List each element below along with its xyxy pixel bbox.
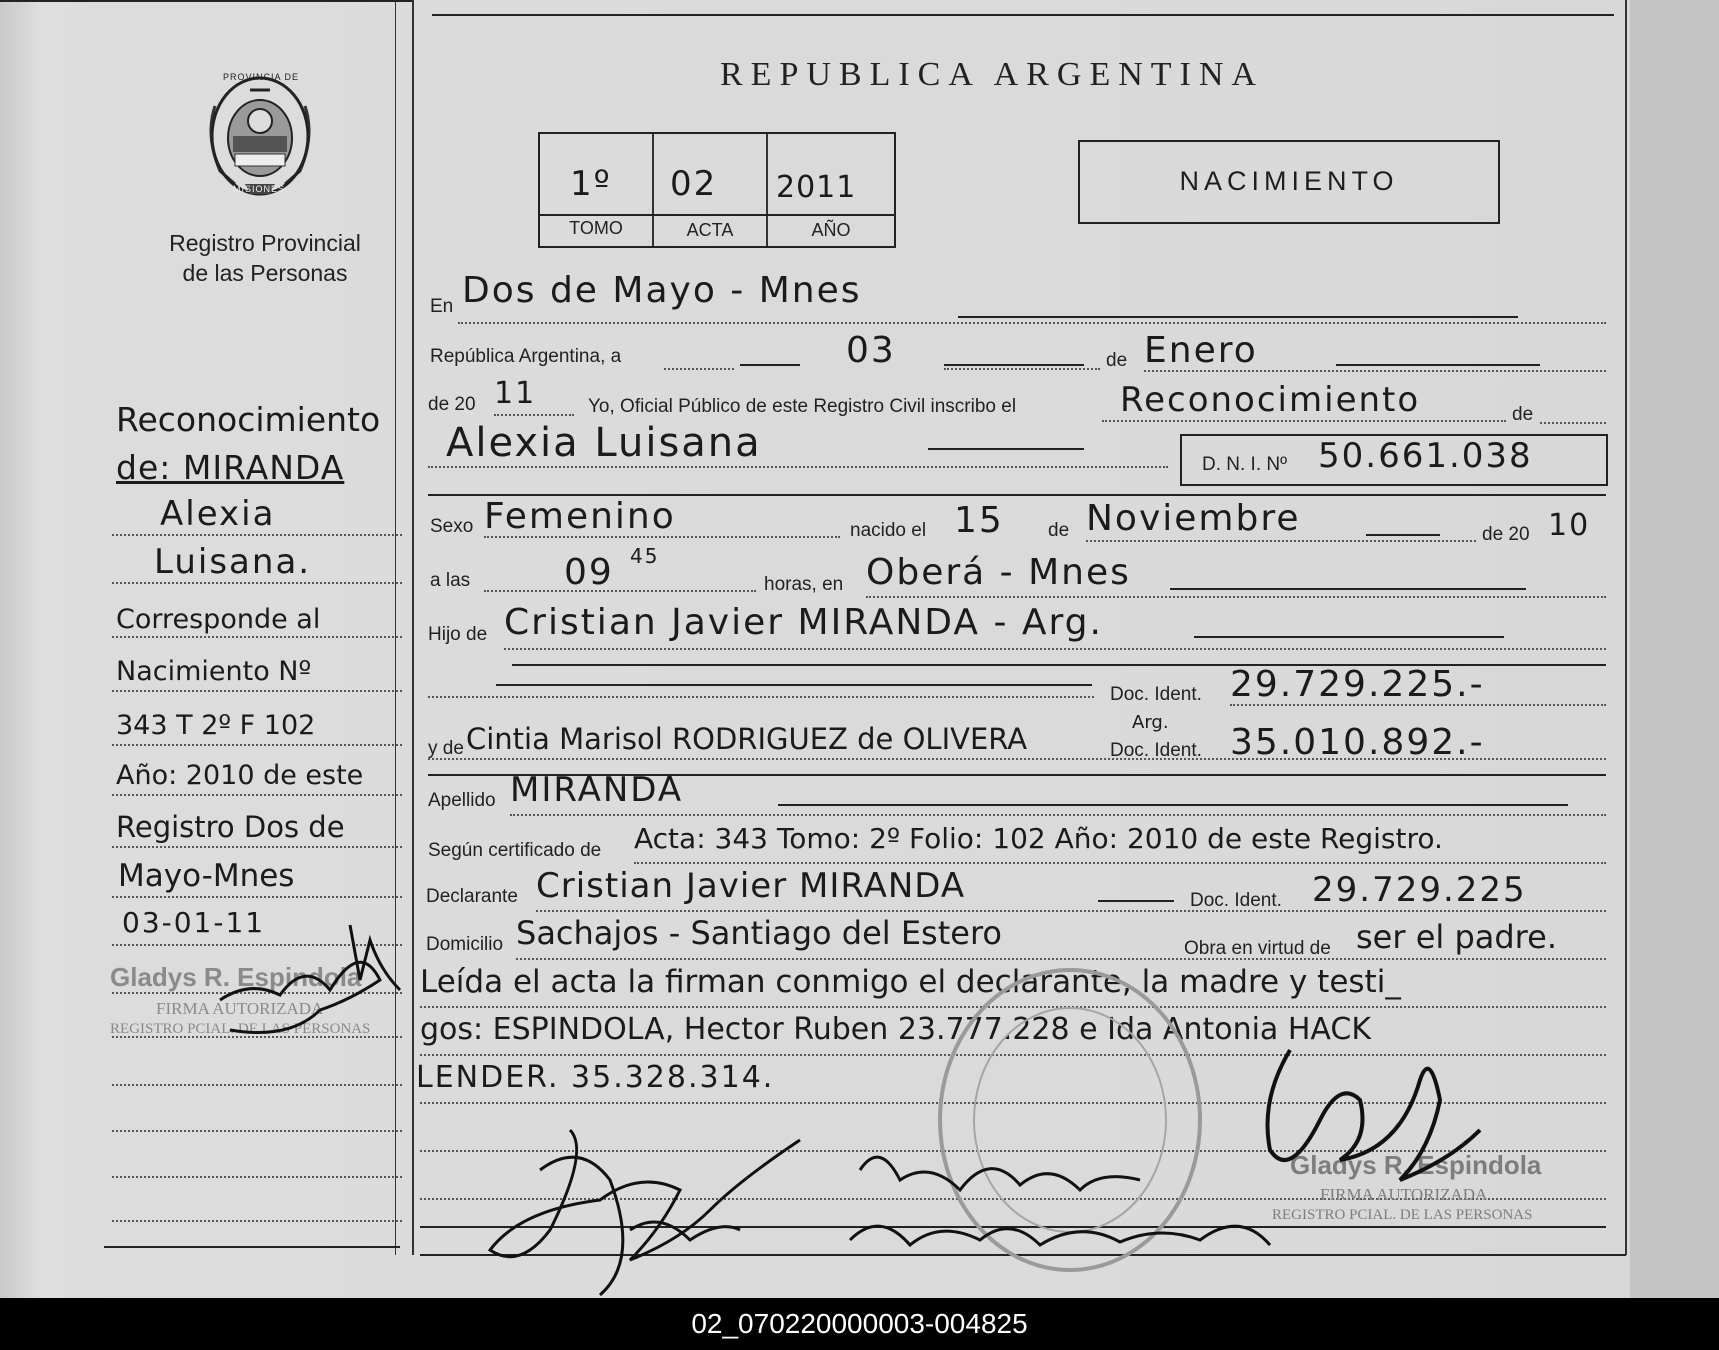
tomo-label: TOMO [569,218,623,238]
left-signature [210,920,410,1050]
father-value: Cristian Javier MIRANDA - Arg. [504,602,1103,643]
dni-value: 50.661.038 [1318,436,1533,476]
en-label: En [430,296,454,317]
fill-rule [928,448,1084,450]
margin-note-8: Año: 2010 de este [116,760,364,791]
column-divider [412,0,414,1255]
dotted-line [458,322,1606,324]
fill-rule [958,316,1518,318]
mother-doc: 35.010.892.- [1230,722,1485,763]
a-las-label: a las [430,570,471,591]
fill-rule [1366,534,1440,536]
top-rule [432,14,1614,16]
dotted-line [428,466,1168,468]
fill-rule [1098,900,1174,902]
day-value: 03 [846,330,896,371]
margin-note-4: Luisana. [154,542,312,582]
left-stamp-title: FIRMA AUTORIZADA [156,999,324,1018]
anio-value: 2011 [776,170,857,205]
right-border [1625,0,1627,1255]
month-value: Enero [1144,330,1258,371]
father-doc: 29.729.225.- [1230,664,1485,705]
margin-note-9: Registro Dos de [116,810,345,844]
y-de-label: y de [428,738,464,759]
republica-label: República Argentina, a [430,346,622,367]
apellido-value: MIRANDA [510,770,684,810]
segun-value: Acta: 343 Tomo: 2º Folio: 102 Año: 2010 de este Registro. [634,822,1443,855]
birth-day: 15 [954,500,1004,541]
dotted-line [484,590,756,592]
acta-value: 02 [670,164,718,204]
dotted-line [866,596,1606,598]
domicilio-label: Domicilio [426,934,504,955]
image-caption: 02_070220000003-004825 [0,1298,1719,1350]
hour-value: 09 [564,552,614,593]
registry-name [110,228,420,288]
dotted-line [112,636,402,638]
dotted-line [536,910,1606,912]
birth-de-label: de [1048,520,1070,541]
oficial-text: Yo, Oficial Público de este Registro Civil inscribo el [588,396,1017,417]
dotted-line [112,896,402,898]
dotted-line [112,534,402,536]
margin-note-7: 343 T 2º F 102 [116,710,316,741]
dotted-line [112,1220,402,1222]
record-box [538,132,896,248]
doc-ident-label-2: Doc. Ident. [1110,740,1202,761]
official-signature [1250,1040,1500,1200]
dotted-line [112,582,402,584]
nacido-label: nacido el [850,520,927,541]
sexo-value: Femenino [484,496,676,537]
fill-rule [1336,364,1540,366]
fill-rule [1170,588,1526,590]
dotted-line [112,1084,402,1086]
margin-note-3: Alexia [160,494,276,534]
margin-note-5: Corresponde al [116,604,321,635]
doc-ident-label-1: Doc. Ident. [1110,684,1202,705]
fill-rule [740,364,800,366]
sexo-label: Sexo [430,516,474,537]
name-value: Alexia Luisana [446,420,762,466]
right-stamp-title: FIRMA AUTORIZADA [1320,1185,1488,1204]
year-prefix-label: de 20 [428,394,476,415]
act-type-box [1078,140,1500,224]
dotted-line [494,414,574,416]
dotted-line [428,696,1094,698]
dotted-line [112,794,402,796]
dotted-line [504,648,1606,650]
registry-line-1: Registro Provincial [169,230,361,256]
horas-label: horas, en [764,574,844,595]
margin-note-2: de: MIRANDA [116,448,345,487]
fill-rule [778,804,1568,806]
mother-nationality: Arg. [1132,712,1169,733]
birth-month: Noviembre [1086,498,1301,539]
declarante-label: Declarante [426,886,518,907]
dotted-line [112,744,402,746]
acta-label: ACTA [686,220,734,240]
de-label-2: de [1512,404,1534,425]
fill-rule [496,684,1092,686]
dotted-line [112,690,402,692]
fill-rule [944,364,1084,366]
obra-value: ser el padre. [1356,918,1557,956]
declarante-doc: 29.729.225 [1312,870,1527,910]
seal-top-text: PROVINCIA DE [223,72,300,82]
province-seal [195,66,325,206]
doc-ident-label-3: Doc. Ident. [1190,890,1282,911]
margin-note-1: Reconocimiento [116,400,381,439]
margin-note-11: 03-01-11 [122,906,266,939]
anio-label: AÑO [811,220,851,240]
declarante-value: Cristian Javier MIRANDA [536,866,966,906]
witness-signatures [840,1130,1280,1270]
country-title: REPUBLICA ARGENTINA [720,56,1264,93]
inscribo-value: Reconocimiento [1120,380,1421,420]
dotted-line [1230,704,1606,706]
dotted-line [484,536,840,538]
declarant-signature [480,1110,810,1300]
left-top-rule [0,0,412,2]
dotted-line [634,862,1606,864]
dotted-line [112,1176,402,1178]
text-line-b: gos: ESPINDOLA, Hector Ruben 23.777.228 e Ida Antonia HACK [420,1012,1372,1047]
tomo-value: 1º [570,164,612,204]
right-stamp-office: REGISTRO PCIAL. DE LAS PERSONAS [1272,1207,1533,1223]
year-value: 11 [494,376,537,411]
dni-box [1180,434,1608,486]
birth-year: 10 [1548,508,1591,543]
dotted-line [428,758,1606,760]
left-stamp-name: Gladys R. Espindola [110,962,362,992]
domicilio-value: Sachajos - Santiago del Estero [516,914,1002,952]
place-value: Oberá - Mnes [866,552,1131,593]
dotted-line [1540,422,1606,424]
page-edge [1630,0,1719,1298]
dotted-line [112,1130,402,1132]
de20-label: de 20 [1482,524,1530,545]
dotted-line [664,368,734,370]
dotted-line [510,814,1606,816]
registry-line-2: de las Personas [182,260,348,286]
minute-value: 45 [630,544,660,568]
text-line-c: LENDER. 35.328.314. [416,1060,775,1095]
margin-note-6: Nacimiento Nº [116,656,312,687]
right-stamp-name: Gladys R. Espindola [1290,1150,1542,1180]
dotted-line [112,846,402,848]
seal-bottom-text: MISIONES [233,184,286,194]
segun-label: Según certificado de [428,840,602,861]
dotted-line [1144,370,1606,372]
en-value: Dos de Mayo - Mnes [462,270,862,311]
hijo-label: Hijo de [428,624,488,645]
month-de-label: de [1106,350,1128,371]
bottom-rule [104,1246,400,1248]
mother-value: Cintia Marisol RODRIGUEZ de OLIVERA [466,722,1028,756]
act-type: NACIMIENTO [1179,166,1399,196]
dni-label: D. N. I. Nº [1202,454,1288,475]
left-stamp-office: REGISTRO PCIAL. DE LAS PERSONAS [110,1021,371,1037]
dotted-line [1086,540,1476,542]
apellido-label: Apellido [428,790,496,811]
margin-note-10: Mayo-Mnes [118,858,295,894]
dotted-line [1102,420,1506,422]
column-divider-thin [395,0,396,1255]
fill-rule [1194,636,1504,638]
obra-label: Obra en virtud de [1184,938,1331,959]
text-line-a: Leída el acta la firman conmigo el declarante, la madre y testi_ [420,964,1401,1000]
record-label-rule [540,214,894,216]
dotted-line [944,368,1100,370]
